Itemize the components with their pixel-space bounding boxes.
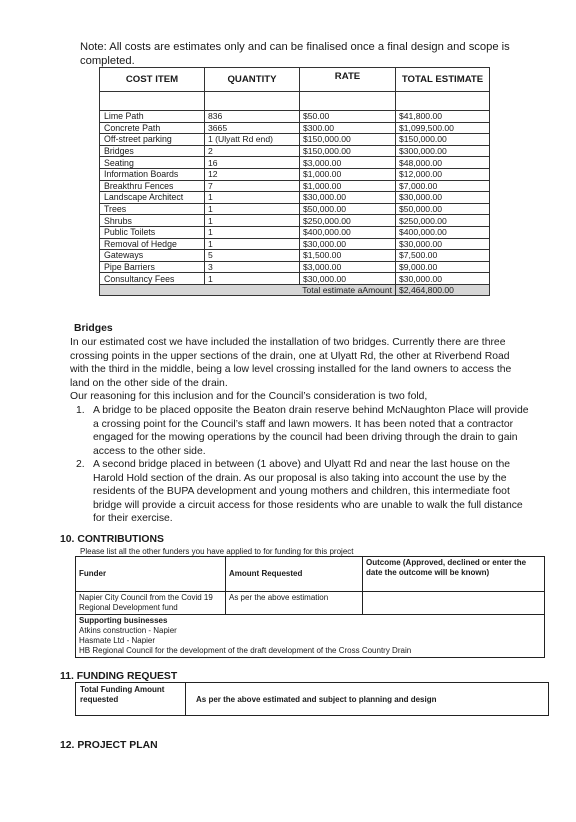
cost-item-cell: Trees [100, 203, 205, 215]
total-cell: $250,000.00 [396, 215, 490, 227]
project-plan-heading: 12. PROJECT PLAN [60, 740, 158, 751]
cost-estimate-table [99, 67, 490, 296]
rate-cell: $250,000.00 [300, 215, 396, 227]
funding-request-heading: 11. FUNDING REQUEST [60, 671, 178, 682]
supporting-business: Atkins construction - Napier [79, 626, 177, 635]
quantity-cell: 7 [205, 180, 300, 192]
supporting-label: Supporting businesses [79, 616, 168, 625]
cost-note: Note: All costs are estimates only and can be finalised once a final design and scope is completed. [80, 41, 510, 67]
total-cell: $30,000.00 [396, 273, 490, 285]
list-text: A second bridge placed in between (1 above) and Ulyatt Rd and near the last house on the Harold Hold section of the drain. As our proposal is also taking into account the use by the residents of the BUPA development and young mothers and children, this intermediate foot bridge will provide a circuit access for those residents who are unable to walk the full distance for their exercise. [93, 459, 523, 525]
table-row [100, 192, 490, 204]
rate-cell: $1,000.00 [300, 180, 396, 192]
rate-cell: $1,500.00 [300, 250, 396, 262]
quantity-cell: 1 (Ulyatt Rd end) [205, 134, 300, 146]
rate-cell: $30,000.00 [300, 238, 396, 250]
col-amount-requested: Amount Requested [226, 557, 363, 592]
header-cost-item: COST ITEM [100, 68, 205, 92]
table-row [100, 180, 490, 192]
quantity-cell: 1 [205, 203, 300, 215]
contributions-subtitle: Please list all the other funders you have applied to for funding for this project [80, 547, 354, 556]
outcome-cell [363, 592, 545, 615]
contributions-table [75, 556, 545, 658]
amount-cell: As per the above estimation [226, 592, 363, 615]
cost-item-cell: Breakthru Fences [100, 180, 205, 192]
total-cell: $150,000.00 [396, 134, 490, 146]
table-row [100, 238, 490, 250]
total-cell: $7,500.00 [396, 250, 490, 262]
funding-label: Total Funding Amount requested [76, 683, 186, 715]
cost-item-cell: Public Toilets [100, 226, 205, 238]
col-outcome: Outcome (Approved, declined or enter the date the outcome will be known) [363, 557, 545, 592]
rate-cell: $50.00 [300, 111, 396, 123]
cost-item-cell: Pipe Barriers [100, 261, 205, 273]
quantity-cell: 2 [205, 145, 300, 157]
total-cell: $50,000.00 [396, 203, 490, 215]
table-row [100, 273, 490, 285]
table-row [100, 145, 490, 157]
table-row [100, 261, 490, 273]
cost-item-cell: Shrubs [100, 215, 205, 227]
cost-item-cell: Information Boards [100, 168, 205, 180]
cost-item-cell: Removal of Hedge [100, 238, 205, 250]
rate-cell: $150,000.00 [300, 145, 396, 157]
quantity-cell: 1 [205, 238, 300, 250]
total-cell: $9,000.00 [396, 261, 490, 273]
supporting-business: HB Regional Council for the development of the draft development of the Cross Country Drain [79, 646, 412, 655]
table-row [100, 122, 490, 134]
col-funder: Funder [76, 557, 226, 592]
total-cell: $30,000.00 [396, 238, 490, 250]
list-number: 1. [76, 405, 85, 416]
rate-cell: $1,000.00 [300, 168, 396, 180]
supporting-businesses-cell [76, 615, 545, 658]
funder-cell: Napier City Council from the Covid 19 Regional Development fund [76, 592, 226, 615]
table-row [100, 250, 490, 262]
quantity-cell: 836 [205, 111, 300, 123]
cost-item-cell: Seating [100, 157, 205, 169]
total-cell: $1,099,500.00 [396, 122, 490, 134]
funding-value: As per the above estimated and subject to planning and design [196, 695, 437, 704]
quantity-cell: 3 [205, 261, 300, 273]
total-cell: $48,000.00 [396, 157, 490, 169]
cost-item-cell: Gateways [100, 250, 205, 262]
rate-cell: $300.00 [300, 122, 396, 134]
rate-cell: $3,000.00 [300, 261, 396, 273]
quantity-cell: 1 [205, 226, 300, 238]
blank-row [100, 92, 490, 111]
cost-item-cell: Concrete Path [100, 122, 205, 134]
cost-item-cell: Consultancy Fees [100, 273, 205, 285]
total-cell: $300,000.00 [396, 145, 490, 157]
cost-item-cell: Off-street parking [100, 134, 205, 146]
total-cell: $12,000.00 [396, 168, 490, 180]
table-row [100, 215, 490, 227]
bridges-paragraph: In our estimated cost we have included the installation of two bridges. Currently there are three crossing points in the upper sections of the drain, one at Ulyatt Rd, the other at Riverbend Road with the third in the middle, being a low level crossing installed for the land owners to access the land on the other side of the drain. [70, 337, 512, 389]
quantity-cell: 3665 [205, 122, 300, 134]
quantity-cell: 16 [205, 157, 300, 169]
rate-cell: $30,000.00 [300, 192, 396, 204]
rate-cell: $50,000.00 [300, 203, 396, 215]
total-cell: $30,000.00 [396, 192, 490, 204]
rate-cell: $400,000.00 [300, 226, 396, 238]
cost-item-cell: Lime Path [100, 111, 205, 123]
quantity-cell: 12 [205, 168, 300, 180]
funding-request-box [75, 682, 549, 716]
table-row [100, 226, 490, 238]
quantity-cell: 1 [205, 192, 300, 204]
total-label: Total estimate aAmount [100, 284, 396, 295]
table-row [100, 157, 490, 169]
header-quantity: QUANTITY [205, 68, 300, 92]
cost-item-cell: Bridges [100, 145, 205, 157]
quantity-cell: 1 [205, 215, 300, 227]
total-cell: $400,000.00 [396, 226, 490, 238]
quantity-cell: 5 [205, 250, 300, 262]
bridges-reasoning: Our reasoning for this inclusion and for the Council’s consideration is two fold, [70, 391, 428, 402]
total-value: $2,464,800.00 [396, 284, 490, 295]
header-rate: RATE [300, 68, 396, 92]
table-row [100, 134, 490, 146]
cost-item-cell: Landscape Architect [100, 192, 205, 204]
table-row [100, 111, 490, 123]
bridges-heading: Bridges [74, 323, 113, 334]
contributions-heading: 10. CONTRIBUTIONS [60, 534, 164, 545]
header-total-estimate: TOTAL ESTIMATE [396, 68, 490, 92]
total-cell: $7,000.00 [396, 180, 490, 192]
rate-cell: $3,000.00 [300, 157, 396, 169]
list-number: 2. [76, 459, 85, 470]
total-cell: $41,800.00 [396, 111, 490, 123]
quantity-cell: 1 [205, 273, 300, 285]
total-row [100, 284, 490, 295]
rate-cell: $30,000.00 [300, 273, 396, 285]
supporting-business: Hasmate Ltd - Napier [79, 636, 156, 645]
table-row [100, 168, 490, 180]
rate-cell: $150,000.00 [300, 134, 396, 146]
list-text: A bridge to be placed opposite the Beaton drain reserve behind McNaughton Place will provide a crossing point for the Council’s staff and lawn mowers. It has been noted that a contractor engaged for the mowing operations by the council had been driving through the drain to gain access to the other side. [93, 405, 529, 457]
table-row [100, 203, 490, 215]
